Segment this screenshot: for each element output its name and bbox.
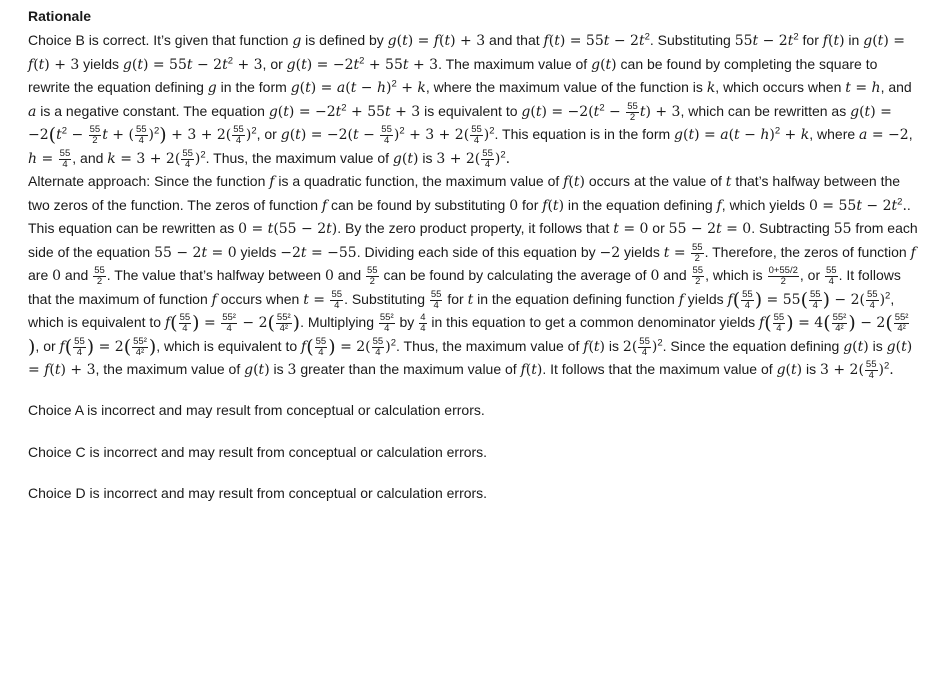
choice-c-explanation: Choice C is incorrect and may result from conceptual or calculation errors. — [28, 443, 488, 460]
choice-d-explanation: Choice D is incorrect and may result from conceptual or calculation errors. — [28, 484, 488, 501]
rationale-paragraph: Choice B is correct. It’s given that function g is defined by g(t) = f(t) + 3 and that $f(t) = 55t - 2t^2$. Substituting $55t - 2t^2$ for f(t) in g(t) = f(t) + 3 yields $g(t) = 55t - 2t^2 + 3$, or $g(t) = -2t^2 + 55t + 3$. The maximum value of g(t) can be found by completing the square to rewrite the equation defining g in the form $g(t) = a(t - h)^2 + k$, where the maximum value of the function is k, which occurs when t = h, and a is a negative constant. The equation $g(t) = -2t^2 + 55t + 3$ is equivalent to $g(t) = -2(t^2$ − $\frac{55}{2}$ t) + 3, which can be rewritten as $g(t) = -2(t^2$ − $\frac{55}{2}$ t + ( $\frac{55}{4}$ )$^2$) + 3 + 2( $\frac{55}{4}$ )$^2$, or g(t) = −2(t − $\frac{55}{4}$ )$^2$ + 3 + 2( $\frac{55}{4}$ )$^2$. This equation is in the form $g(t) = a(t - h)^2 + k$, where a = −2, h = $\frac{55}{4}$ , and k = 3 + 2( $\frac{55}{4}$ )$^2$. Thus, the maximum value of g(t) is 3 + 2( $\frac{55}{4}$ )$^2$. — [28, 31, 913, 170]
choice-a-explanation: Choice A is incorrect and may result from conceptual or calculation errors. — [28, 401, 485, 418]
alternate-approach-paragraph: Alternate approach: Since the function f is a quadratic function, the maximum value of f(t) occurs at the value of t that’s halfway between the two zeros of the function. The zeros of function f can be found by substituting 0 for f(t) in the equation defining f, which yields $0 = 55t - 2t^2$.. This equation can be rewritten as 0 = t(55 − 2t). By the zero product property, it follows that t = 0 or 55 − 2t = 0. Subtracting 55 from each side of the equation 55 − 2t = 0 yields −2t = −55. Dividing each side of this equation by −2 yields t = $\frac{55}{2}$ . Therefore, the zeros of function f are 0 and $\frac{55}{2}$ . The value that’s halfway between 0 and $\frac{55}{2}$ can be found by calculating the average of 0 and $\frac{55}{2}$ , which is $\frac{0+55/2}{2}$ , or $\frac{55}{4}$ . It follows that the maximum of function f occurs when t = $\frac{55}{4}$ . Substituting $\frac{55}{4}$ for t in the equation defining function f yields f( $\frac{55}{4}$ ) = 55( $\frac{55}{4}$ ) − 2( $\frac{55}{4}$ )$^2$, which is equivalent to f( $\frac{55}{4}$ ) = $\frac{\text{55²}}{4}$ − 2( $\frac{\text{55²}}{\text{4²}}$ ). Multiplying $\frac{\text{55²}}{4}$ by $\frac{4}{4}$ in this equation to get a common denominator yields f( $\frac{55}{4}$ ) = 4( $\frac{\text{55²}}{\text{4²}}$ ) − 2( $\frac{\text{55²}}{\text{4²}}$ ), or f( $\frac{55}{4}$ ) = 2( $\frac{\text{55²}}{\text{4²}}$ ), which is equivalent to f( $\frac{55}{4}$ ) = 2( $\frac{55}{4}$ )$^2$. Thus, the maximum value of f(t) is 2( $\frac{55}{4}$ )$^2$. Since the equation defining g(t) is g(t) = f(t) + 3, the maximum value of g(t) is 3 greater than the maximum value of f(t). It follows that the maximum value of g(t) is 3 + 2( $\frac{55}{4}$ )$^2$. — [28, 173, 918, 382]
rationale-heading: Rationale — [28, 8, 92, 24]
